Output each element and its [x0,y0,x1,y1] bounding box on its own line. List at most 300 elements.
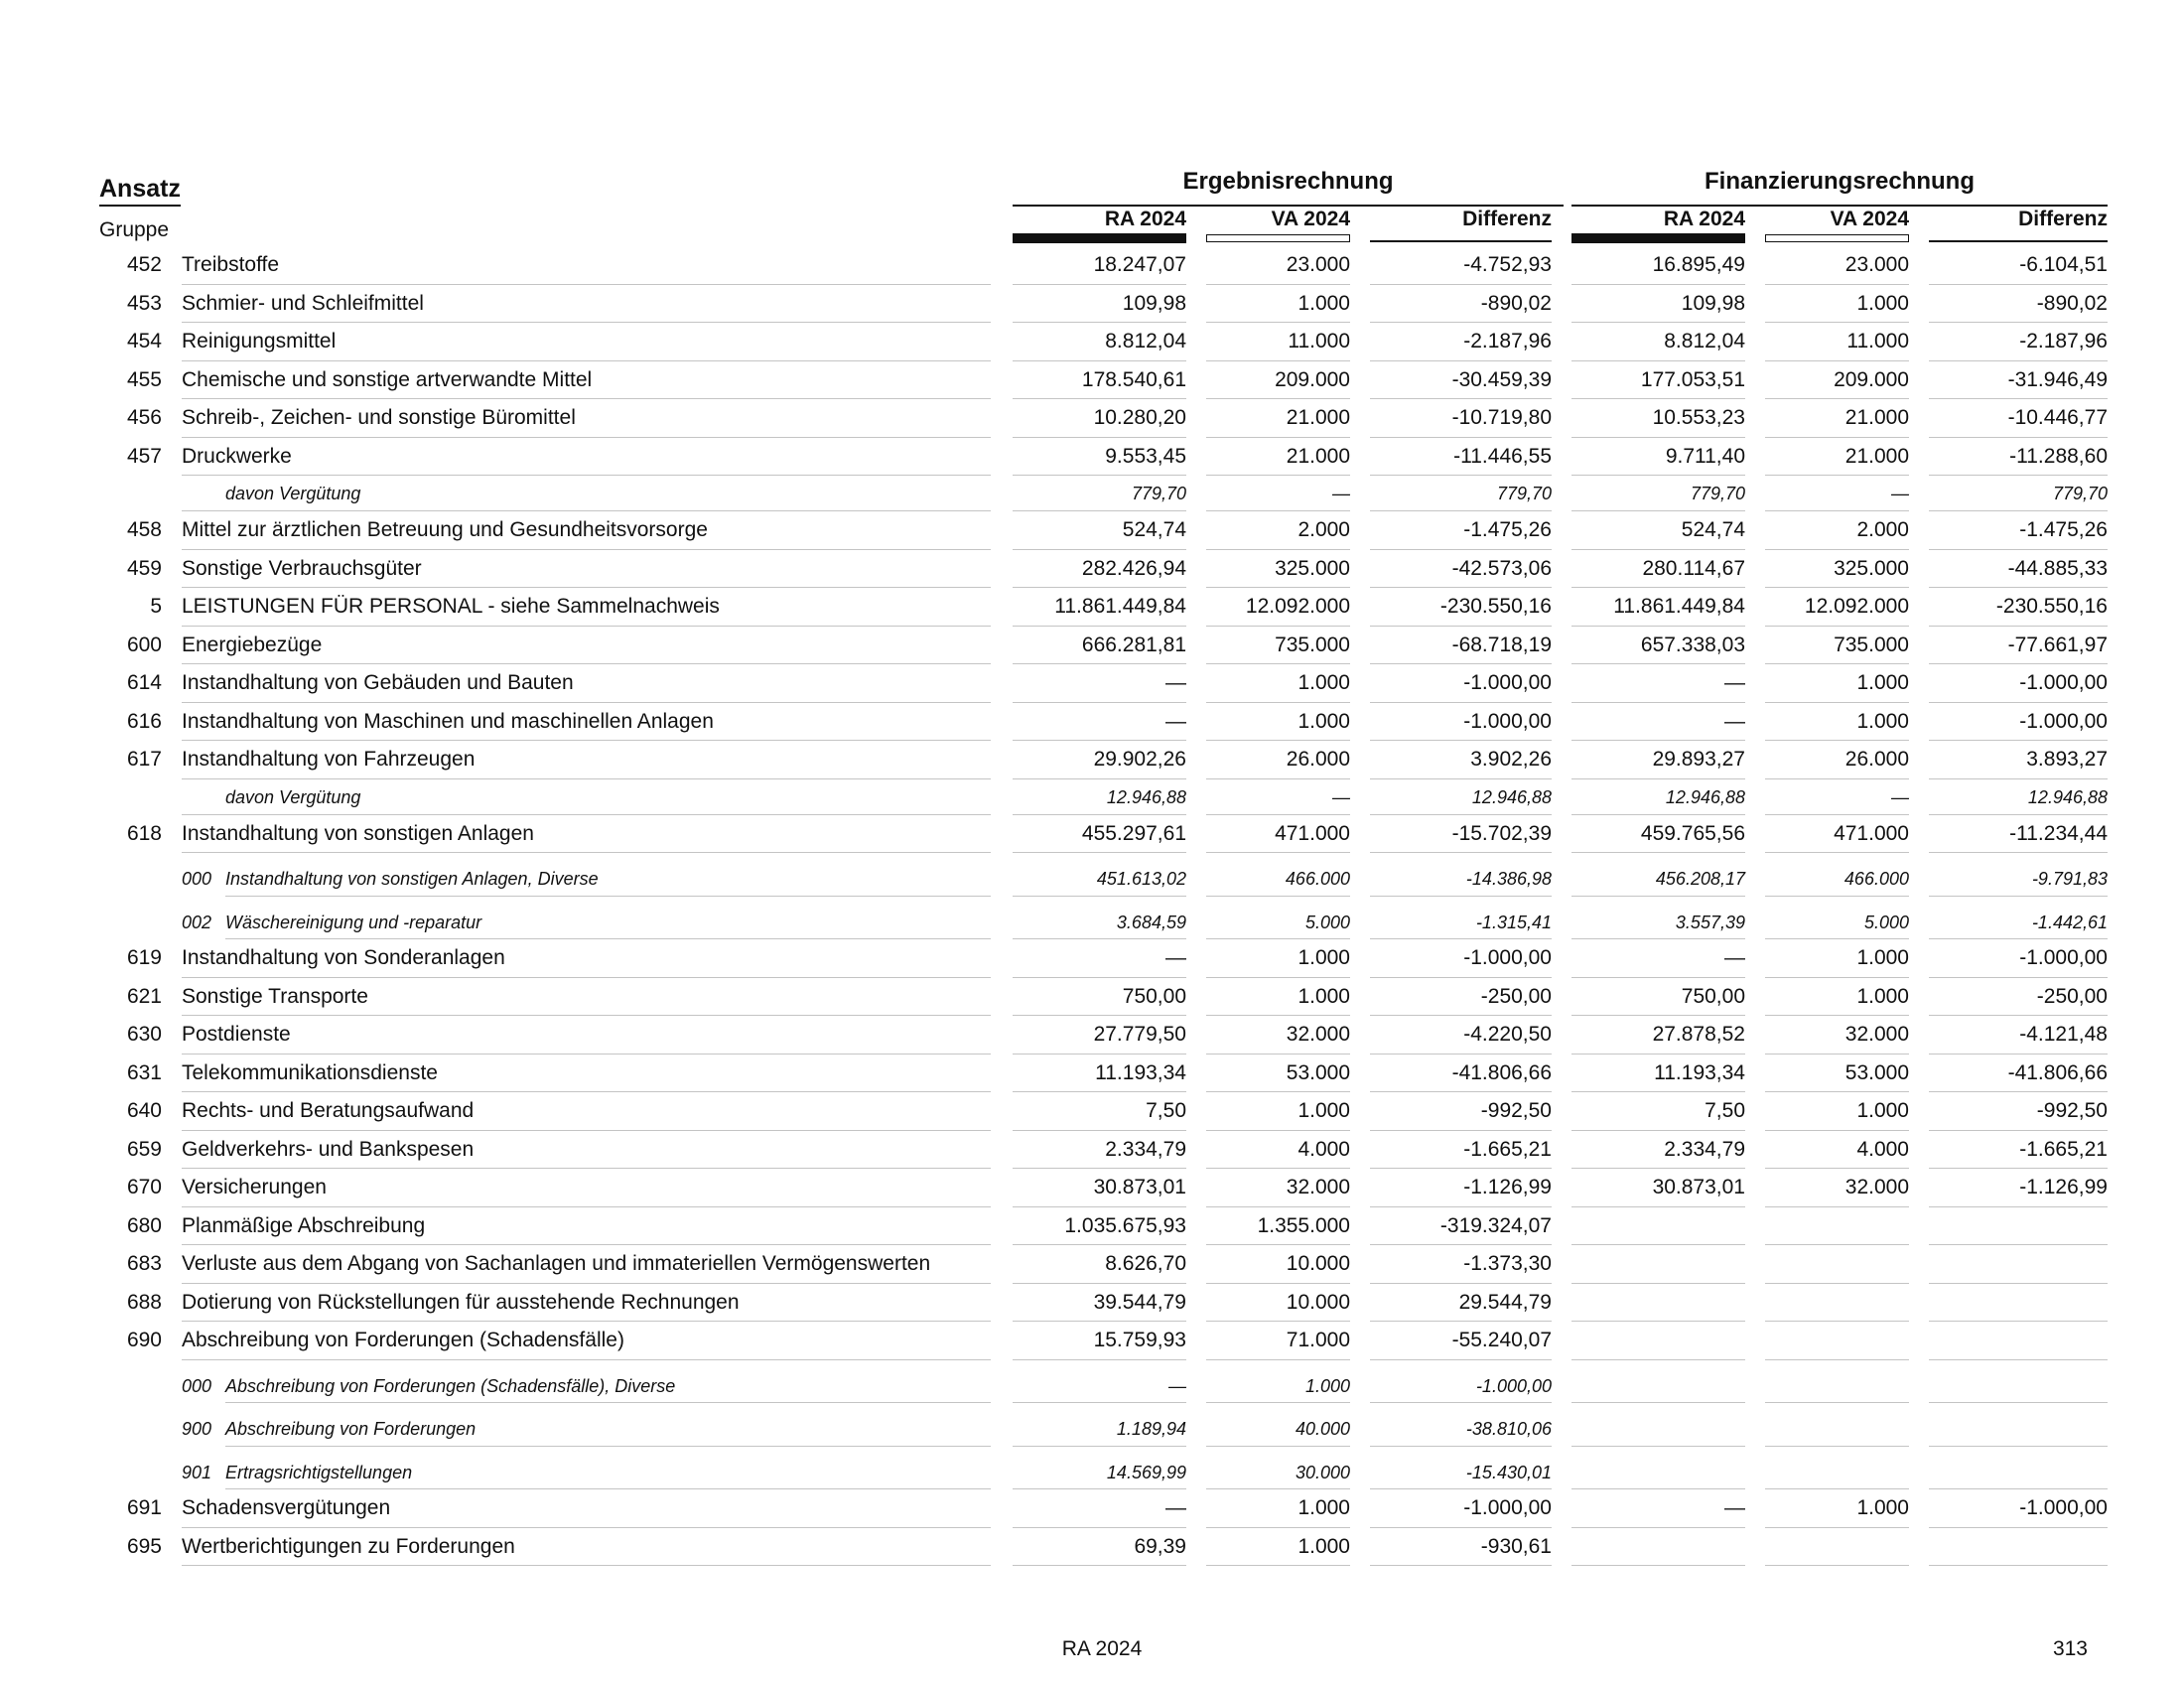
value-f-va: 21.000 [1844,406,1909,429]
table-row [0,1132,2184,1171]
value-f-va: 1.000 [1856,291,1909,315]
value-f-va: — [1891,484,1909,503]
value-f-diff: -1.126,99 [2019,1176,2108,1198]
value-f-ra: 30.873,01 [1652,1176,1745,1198]
legend-diff-bar [1929,240,2108,242]
value-e-va: 21.000 [1286,406,1350,429]
value-f-ra: 10.553,23 [1652,406,1745,429]
value-f-va: 209.000 [1834,367,1909,391]
value-e-diff: -42.573,06 [1451,556,1552,580]
row-label: Ertragsrichtigstellungen [225,1462,413,1482]
cell-underline [1929,1130,2108,1131]
value-e-ra: 2.334,79 [1105,1137,1186,1161]
value-e-va: 466.000 [1285,869,1350,889]
cell-underline [1765,1054,1909,1055]
cell-underline [1929,814,2108,815]
value-e-va: 10.000 [1286,1252,1350,1275]
cell-underline [1765,1283,1909,1284]
row-label: Telekommunikationsdienste [182,1060,438,1084]
row-code: 5 [150,595,162,618]
cell-underline [1571,1244,1745,1245]
cell-underline [1370,1283,1552,1284]
cell-underline [1571,663,1745,664]
row-underline [182,475,991,476]
cell-underline [1013,626,1186,627]
value-e-diff: -14.386,98 [1465,869,1552,889]
cell-underline [1929,1091,2108,1092]
value-e-diff: -15.430,01 [1465,1462,1552,1482]
value-f-diff: -1.442,61 [2031,912,2108,932]
col-f-diff: Differenz [2018,208,2108,230]
cell-underline [1013,896,1186,897]
row-underline [182,322,991,323]
legend-va-bar [1765,234,1909,242]
cell-underline [1765,1321,1909,1322]
value-e-va: 32.000 [1286,1176,1350,1198]
value-f-diff: -1.475,26 [2019,518,2108,541]
value-f-diff: -11.288,60 [2009,444,2108,468]
cell-underline [1929,284,2108,285]
cell-underline [1571,814,1745,815]
cell-underline [1370,398,1552,399]
row-code: 659 [126,1137,162,1161]
cell-underline [1929,1321,2108,1322]
value-f-va: 12.092.000 [1804,595,1909,618]
table-row [0,362,2184,401]
row-code: 600 [126,633,162,656]
cell-underline [1370,1321,1552,1322]
value-f-va: 466.000 [1843,869,1909,889]
cell-underline [1013,1091,1186,1092]
value-e-va: 1.000 [1297,1496,1350,1519]
cell-underline [1929,322,2108,323]
row-code: 456 [126,406,162,429]
row-subcode: 000 [182,869,212,889]
value-e-ra: 750,00 [1122,984,1186,1008]
row-underline [182,977,991,978]
row-underline [182,1321,991,1322]
value-f-ra: 2.334,79 [1664,1137,1745,1161]
cell-underline [1206,740,1350,741]
value-f-ra: 8.812,04 [1664,330,1745,352]
cell-underline [1206,475,1350,476]
table-row [0,816,2184,855]
value-e-diff: -319.324,07 [1439,1213,1552,1237]
row-code: 683 [126,1252,162,1275]
value-f-diff: -1.000,00 [2019,709,2108,733]
cell-underline [1765,740,1909,741]
cell-underline [1013,322,1186,323]
table-row [0,1017,2184,1055]
row-underline [182,1168,991,1169]
row-underline [182,1206,991,1207]
cell-underline [1013,284,1186,285]
value-e-va: 40.000 [1295,1419,1350,1439]
cell-underline [1571,938,1745,939]
row-label: Wertberichtigungen zu Forderungen [182,1534,515,1558]
value-f-va: 5.000 [1863,912,1909,932]
cell-underline [1765,1402,1909,1403]
cell-underline [1206,1054,1350,1055]
value-e-diff: -41.806,66 [1451,1060,1552,1084]
cell-underline [1370,778,1552,779]
cell-underline [1571,740,1745,741]
cell-underline [1206,1321,1350,1322]
table-row [0,1323,2184,1361]
value-e-diff: -930,61 [1480,1534,1552,1558]
cell-underline [1013,778,1186,779]
cell-underline [1370,814,1552,815]
cell-underline [1206,549,1350,550]
value-f-va: 26.000 [1844,748,1909,771]
table-row [0,324,2184,362]
row-underline [182,1244,991,1245]
cell-underline [1206,663,1350,664]
value-f-ra: 11.861.449,84 [1613,595,1745,618]
cell-underline [1929,1565,2108,1566]
row-label: Postdienste [182,1023,291,1046]
cell-underline [1206,896,1350,897]
row-underline [225,1488,991,1489]
value-e-ra: 10.280,20 [1093,406,1186,429]
value-e-ra: 7,50 [1146,1099,1186,1122]
value-f-va: 1.000 [1856,1099,1909,1122]
cell-underline [1929,1054,2108,1055]
cell-underline [1929,1446,2108,1447]
legend-va-bar [1206,234,1350,242]
value-e-ra: 39.544,79 [1093,1290,1186,1314]
cell-underline [1206,1206,1350,1207]
table-row [0,742,2184,780]
row-subcode: 000 [182,1375,212,1396]
row-label: Instandhaltung von Maschinen und maschinellen Anlagen [182,709,714,733]
cell-underline [1370,549,1552,550]
table-row [0,247,2184,286]
finanzierungsrechnung-rule [1571,205,2108,207]
row-subcode: 002 [182,912,212,932]
cell-underline [1765,938,1909,939]
value-f-ra: 779,70 [1690,484,1745,503]
value-f-diff: 3.893,27 [2026,748,2108,771]
value-e-va: 4.000 [1297,1137,1350,1161]
cell-underline [1013,740,1186,741]
value-f-ra: 177.053,51 [1640,367,1745,391]
cell-underline [1013,852,1186,853]
cell-underline [1206,626,1350,627]
value-e-diff: -1.665,21 [1463,1137,1552,1161]
value-e-ra: 14.569,99 [1106,1462,1186,1482]
cell-underline [1013,1283,1186,1284]
cell-underline [1206,437,1350,438]
ergebnisrechnung-title: Ergebnisrechnung [1182,168,1394,195]
cell-underline [1929,549,2108,550]
legend-ra-bar [1571,233,1745,243]
value-e-va: 209.000 [1275,367,1350,391]
ansatz-underline [99,205,181,207]
value-f-va: 471.000 [1834,821,1909,845]
cell-underline [1571,626,1745,627]
row-label: Treibstoffe [182,253,280,276]
row-underline [182,852,991,853]
value-e-diff: -11.446,55 [1453,444,1552,468]
cell-underline [1929,1283,2108,1284]
value-e-ra: 666.281,81 [1081,633,1186,656]
cell-underline [1571,1206,1745,1207]
cell-underline [1013,938,1186,939]
cell-underline [1370,1015,1552,1016]
value-f-diff: -1.000,00 [2019,946,2108,969]
cell-underline [1013,1206,1186,1207]
value-f-va: 4.000 [1856,1137,1909,1161]
value-e-diff: -30.459,39 [1451,367,1552,391]
row-underline [225,1402,991,1403]
value-e-diff: -1.000,00 [1463,946,1552,969]
cell-underline [1765,510,1909,511]
row-label: Instandhaltung von Gebäuden und Bauten [182,671,574,694]
page-number: 313 [2052,1637,2088,1660]
value-e-diff: -4.220,50 [1463,1023,1552,1046]
cell-underline [1206,1015,1350,1016]
value-e-ra: 451.613,02 [1096,869,1186,889]
value-e-ra: 109,98 [1122,291,1186,315]
value-f-ra: 16.895,49 [1652,253,1745,276]
row-code: 614 [126,671,162,694]
row-code: 621 [126,984,162,1008]
col-e-va: VA 2024 [1271,208,1350,230]
row-code: 631 [126,1060,162,1084]
col-e-ra: RA 2024 [1104,208,1186,230]
value-e-diff: -890,02 [1480,291,1552,315]
cell-underline [1765,1359,1909,1360]
table-row [0,1529,2184,1568]
cell-underline [1929,740,2108,741]
cell-underline [1206,1168,1350,1169]
row-code: 640 [126,1099,162,1122]
value-f-ra: 12.946,88 [1665,786,1745,807]
cell-underline [1929,938,2108,939]
cell-underline [1013,1244,1186,1245]
table-row [0,400,2184,439]
value-e-va: — [1332,786,1350,807]
value-f-va: 1.000 [1856,1496,1909,1519]
cell-underline [1929,398,2108,399]
value-e-diff: 3.902,26 [1470,748,1552,771]
value-f-diff: -2.187,96 [2019,330,2108,352]
value-f-ra: — [1724,709,1745,733]
value-e-ra: 27.779,50 [1093,1023,1186,1046]
value-f-diff: -6.104,51 [2019,253,2108,276]
value-f-va: 32.000 [1844,1176,1909,1198]
value-f-diff: -41.806,66 [2007,1060,2108,1084]
cell-underline [1370,977,1552,978]
cell-underline [1571,1359,1745,1360]
cell-underline [1929,1206,2108,1207]
value-e-ra: 455.297,61 [1081,821,1186,845]
cell-underline [1929,360,2108,361]
value-f-diff: -4.121,48 [2019,1023,2108,1046]
legend-ra-bar [1013,233,1186,243]
cell-underline [1929,626,2108,627]
cell-underline [1765,587,1909,588]
cell-underline [1765,1527,1909,1528]
cell-underline [1929,1244,2108,1245]
value-e-va: 5.000 [1304,912,1350,932]
value-f-diff: -230.550,16 [1995,595,2108,618]
footer-title: RA 2024 [1061,1637,1143,1660]
row-label: LEISTUNGEN FÜR PERSONAL - siehe Sammelnachweis [182,595,720,618]
row-underline [182,1091,991,1092]
cell-underline [1765,284,1909,285]
cell-underline [1765,896,1909,897]
cell-underline [1206,1244,1350,1245]
value-f-va: 1.000 [1856,671,1909,694]
table-row-davon [0,780,2184,816]
value-f-ra: 524,74 [1681,518,1745,541]
cell-underline [1370,284,1552,285]
cell-underline [1571,322,1745,323]
value-e-ra: — [1165,946,1186,969]
cell-underline [1765,475,1909,476]
cell-underline [1370,1091,1552,1092]
cell-underline [1765,1091,1909,1092]
cell-underline [1571,896,1745,897]
cell-underline [1013,977,1186,978]
value-e-diff: -2.187,96 [1463,330,1552,352]
cell-underline [1929,475,2108,476]
cell-underline [1013,1527,1186,1528]
cell-underline [1929,663,2108,664]
value-e-ra: 8.626,70 [1105,1252,1186,1275]
cell-underline [1206,1359,1350,1360]
value-f-va: 32.000 [1844,1023,1909,1046]
value-f-va: 11.000 [1846,330,1909,352]
value-e-diff: -15.702,39 [1451,821,1552,845]
row-code: 454 [126,330,162,352]
table-row-sub [0,1361,2184,1405]
value-e-va: 23.000 [1286,253,1350,276]
row-label: Abschreibung von Forderungen [225,1419,477,1439]
cell-underline [1571,1446,1745,1447]
value-e-va: 1.000 [1297,984,1350,1008]
row-label: Planmäßige Abschreibung [182,1213,426,1237]
cell-underline [1206,510,1350,511]
row-underline [182,1283,991,1284]
cell-underline [1013,437,1186,438]
value-e-diff: -1.000,00 [1463,1496,1552,1519]
cell-underline [1013,1015,1186,1016]
cell-underline [1370,1488,1552,1489]
cell-underline [1765,398,1909,399]
cell-underline [1929,852,2108,853]
row-label: Druckwerke [182,444,292,468]
row-label: Chemische und sonstige artverwandte Mittel [182,367,593,391]
cell-underline [1571,702,1745,703]
table-row [0,589,2184,628]
row-label: Schreib-, Zeichen- und sonstige Büromittel [182,406,576,429]
legend-diff-bar [1370,240,1552,242]
value-e-ra: — [1165,1496,1186,1519]
row-code: 458 [126,518,162,541]
cell-underline [1571,360,1745,361]
value-e-diff: -68.718,19 [1451,633,1552,656]
value-e-diff: -1.126,99 [1463,1176,1552,1198]
table-row-sub [0,898,2184,941]
value-f-diff: -31.946,49 [2007,367,2108,391]
row-code: 457 [126,444,162,468]
value-e-va: — [1332,484,1350,503]
cell-underline [1206,778,1350,779]
table-row [0,1246,2184,1285]
cell-underline [1571,1091,1745,1092]
value-f-ra: 29.893,27 [1652,748,1745,771]
row-code: 670 [126,1176,162,1198]
row-code: 630 [126,1023,162,1046]
value-f-ra: 11.193,34 [1654,1060,1745,1084]
cell-underline [1929,1359,2108,1360]
value-e-va: 1.000 [1297,291,1350,315]
cell-underline [1013,1488,1186,1489]
row-label: Instandhaltung von Fahrzeugen [182,748,476,771]
table-row [0,1170,2184,1208]
row-underline [182,663,991,664]
cell-underline [1206,1283,1350,1284]
cell-underline [1765,626,1909,627]
value-f-ra: 456.208,17 [1655,869,1745,889]
row-label: Rechts- und Beratungsaufwand [182,1099,475,1122]
cell-underline [1765,360,1909,361]
row-label: Verluste aus dem Abgang von Sachanlagen und immateriellen Vermögenswerten [182,1252,931,1275]
cell-underline [1765,814,1909,815]
cell-underline [1370,1206,1552,1207]
row-label: Sonstige Transporte [182,984,368,1008]
value-e-diff: -4.752,93 [1463,253,1552,276]
col-e-diff: Differenz [1462,208,1552,230]
value-f-va: — [1891,786,1909,807]
value-e-va: 471.000 [1275,821,1350,845]
row-underline [182,1565,991,1566]
value-f-diff: -992,50 [2036,1099,2108,1122]
cell-underline [1571,1527,1745,1528]
cell-underline [1370,1402,1552,1403]
cell-underline [1013,360,1186,361]
row-label: Instandhaltung von sonstigen Anlagen [182,821,534,845]
cell-underline [1206,398,1350,399]
cell-underline [1929,1488,2108,1489]
row-subcode: 900 [182,1419,212,1439]
value-e-va: 12.092.000 [1245,595,1350,618]
value-f-va: 1.000 [1856,709,1909,733]
value-e-diff: -10.719,80 [1451,406,1552,429]
cell-underline [1765,1130,1909,1131]
row-code: 616 [126,709,162,733]
row-code: 452 [126,253,162,276]
cell-underline [1929,896,2108,897]
cell-underline [1013,702,1186,703]
cell-underline [1571,510,1745,511]
row-underline [182,360,991,361]
row-code: 619 [126,946,162,969]
cell-underline [1206,1091,1350,1092]
row-underline [182,1054,991,1055]
row-code: 455 [126,367,162,391]
row-label: Geldverkehrs- und Bankspesen [182,1137,475,1161]
value-e-va: 26.000 [1286,748,1350,771]
value-e-va: 32.000 [1286,1023,1350,1046]
value-e-ra: 9.553,45 [1105,444,1186,468]
value-f-ra: 27.878,52 [1652,1023,1745,1046]
value-e-ra: 178.540,61 [1081,367,1186,391]
cell-underline [1765,702,1909,703]
